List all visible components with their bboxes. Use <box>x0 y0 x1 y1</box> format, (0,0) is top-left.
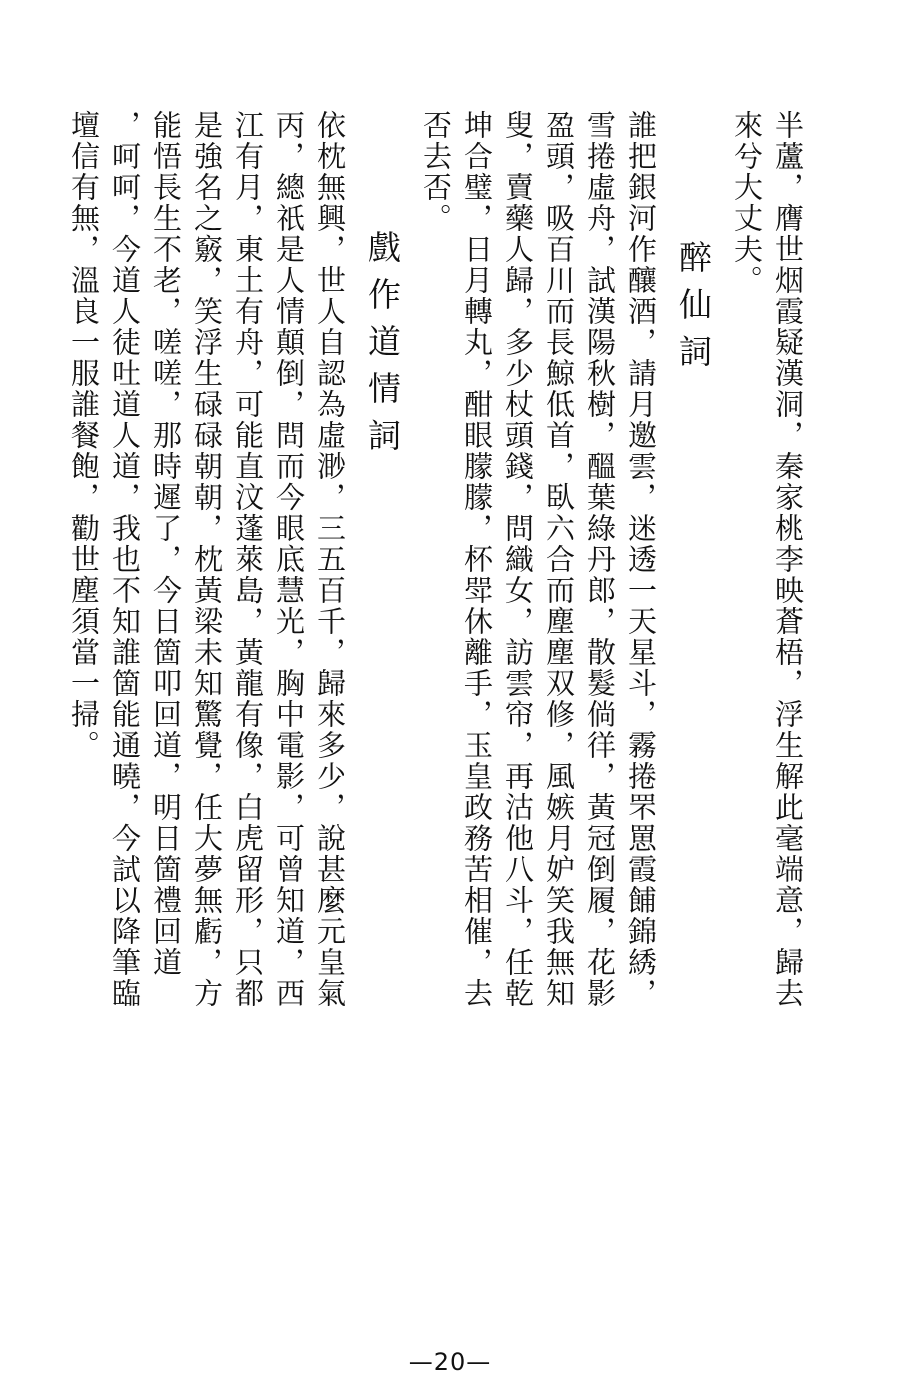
text-line: ，呵呵，今道人徒吐道人道，我也不知誰箇能通曉，今試以降筆臨 <box>108 110 142 1009</box>
text-line: 江有月，東土有舟，可能直汶蓬萊島，黃龍有像，白虎留形，只都 <box>231 110 265 1009</box>
text-line: 能悟長生不老，嗟嗟，那時遲了，今日箇叩回道，明日箇禮回道 <box>149 110 183 978</box>
text-line: 雪捲虛舟，試漢陽秋樹，醞葉綠丹郎，散髮倘徉，黃冠倒履，花影 <box>583 110 617 1009</box>
text-line: 是強名之竅，笑浮生碌碌朝朝，枕黃梁未知驚覺，任大夢無虧，方 <box>190 110 224 1009</box>
page-number: —20— <box>408 1348 492 1376</box>
text-line: 盈頭，吸百川而長鯨低首，臥六合而塵塵双修，風嫉月妒笑我無知 <box>542 110 576 1009</box>
text-line: 丙，總祇是人情顛倒，問而今眼底慧光，胸中電影，可曾知道，西 <box>272 110 306 1009</box>
text-line: 否去否。 <box>419 110 453 234</box>
text-line: 壇信有無，溫良一服誰餐飽，勸世塵須當一掃。 <box>67 110 101 761</box>
text-line: 來兮大丈夫。 <box>730 110 764 296</box>
text-line: 誰把銀河作釀酒，請月邀雲，迷透一天星斗，霧捲罘罳霞餔錦綉， <box>624 110 658 1009</box>
section-title: 醉仙詞 <box>674 240 713 381</box>
vertical-text-block <box>63 110 808 1340</box>
text-line: 依枕無興，世人自認為虛渺，三五百千，歸來多少，說甚麼元皇氣 <box>313 110 347 1009</box>
text-line: 坤合璧，日月轉丸，酣眼朦朦，杯斝休離手，玉皇政務苦相催，去 <box>460 110 494 1009</box>
text-line: 叟，賣藥人歸，多少杖頭錢，問織女，訪雲帘，再沽他八斗，任乾 <box>501 110 535 1009</box>
section-title: 戲作道情詞 <box>363 230 402 465</box>
text-line: 半蘆，膺世烟霞疑漢洞，秦家桃李映蒼梧，浮生解此毫端意，歸去 <box>771 110 805 1009</box>
